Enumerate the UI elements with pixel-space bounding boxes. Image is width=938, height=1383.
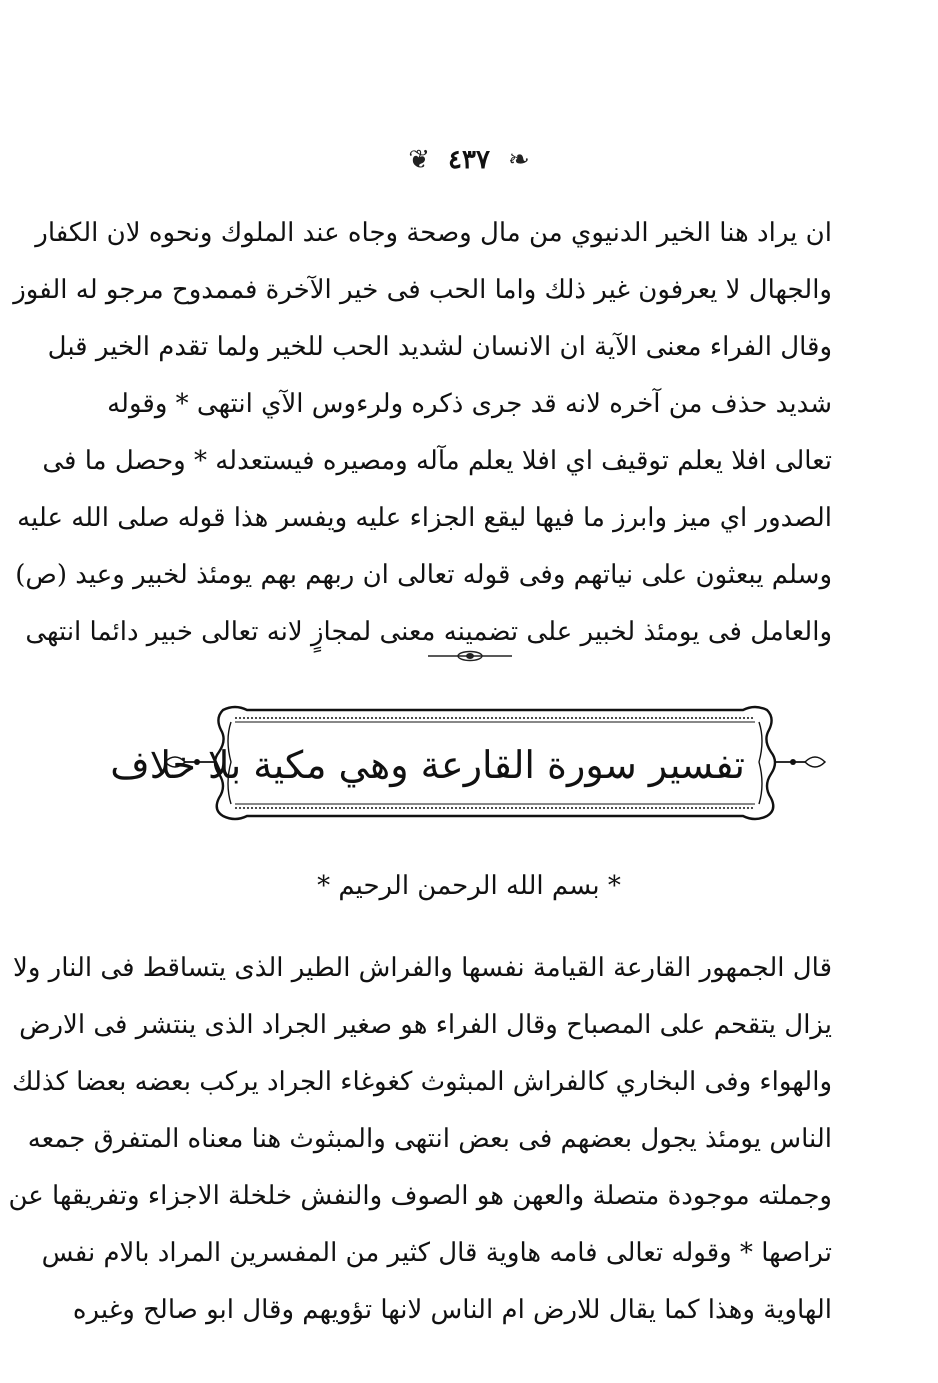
ornament-right-icon: ❧ bbox=[507, 145, 530, 175]
text-line: وجملته موجودة متصلة والعهن هو الصوف والنفش خلخلة الاجزاء وتفريقها عن bbox=[8, 1181, 832, 1211]
surah-title: تفسير سورة القارعة وهي مكية بلا خلاف bbox=[110, 743, 745, 787]
text-line: ان يراد هنا الخير الدنيوي من مال وصحة وجاه عند الملوك ونحوه لان الكفار bbox=[35, 218, 832, 248]
text-line: الناس يومئذ يجول بعضهم فى بعض انتهى والمبثوث هنا معناه المتفرق جمعه bbox=[27, 1124, 832, 1154]
text-line: وقال الفراء معنى الآية ان الانسان لشديد الحب للخير ولما تقدم الخير قبل bbox=[47, 332, 832, 362]
basmala: * بسم الله الرحمن الرحيم * bbox=[317, 871, 621, 901]
text-line: تعالى افلا يعلم توقيف اي افلا يعلم مآله ومصيره فيستعدله * وحصل ما فى bbox=[42, 446, 832, 476]
page-header bbox=[0, 140, 938, 180]
text-line: والعامل فى يومئذ لخبير على تضمينه معنى لمجازٍ لانه تعالى خبير دائما انتهى bbox=[25, 617, 832, 647]
text-line: قال الجمهور القارعة القيامة نفسها والفراش الطير الذى يتساقط فى النار ولا bbox=[13, 953, 832, 983]
text-line: والجهال لا يعرفون غير ذلك واما الحب فى خير الآخرة فممدوح مرجو له الفوز bbox=[13, 275, 832, 305]
text-line: وسلم يبعثون على نياتهم وفى قوله تعالى ان ربهم بهم يومئذ لخبير وعيد (ص) bbox=[15, 560, 832, 590]
text-line: الصدور اي ميز وابرز ما فيها ليقع الجزاء عليه ويفسر هذا قوله صلى الله عليه bbox=[17, 503, 832, 533]
top-paragraph bbox=[13, 205, 832, 661]
bottom-paragraph bbox=[8, 940, 832, 1339]
text-line: شديد حذف من آخره لانه قد جرى ذكره ولرءوس الآي انتهى * وقوله bbox=[107, 389, 832, 419]
page-number: ٤٣٧ bbox=[448, 145, 490, 175]
text-line: تراصها * وقوله تعالى فامه هاوية قال كثير من المفسرين المراد بالام نفس bbox=[41, 1238, 832, 1268]
ornament-left-icon: ❦ bbox=[408, 145, 431, 175]
text-line: يزال يتقحم على المصباح وقال الفراء هو صغير الجراد الذى ينتشر فى الارض bbox=[19, 1010, 832, 1040]
section-divider bbox=[428, 648, 512, 664]
text-line: الهاوية وهذا كما يقال للارض ام الناس لانها تؤويهم وقال ابو صالح وغيره bbox=[72, 1295, 832, 1325]
text-line: والهواء وفى البخاري كالفراش المبثوث كغوغاء الجراد يركب بعضه بعضا كذلك bbox=[12, 1067, 832, 1097]
